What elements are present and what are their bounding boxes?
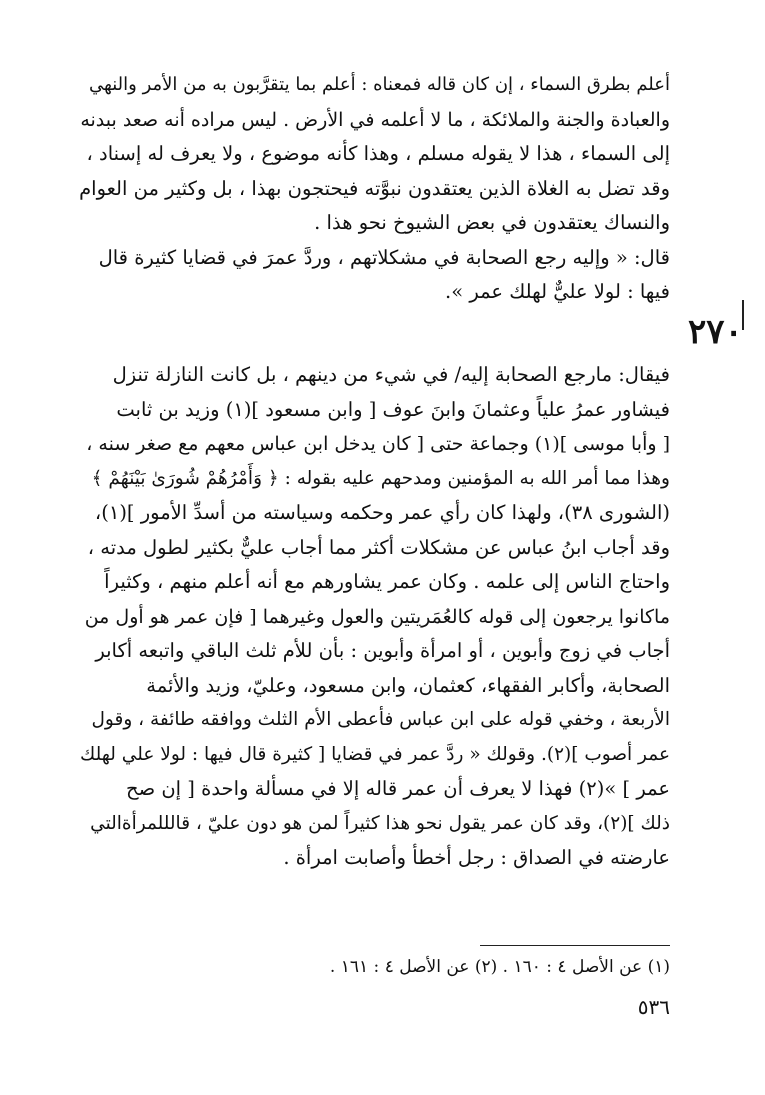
footnotes: (١) عن الأصل ٤ : ١٦٠ . (٢) عن الأصل ٤ : ١٦١ .: [329, 957, 670, 977]
text-line: (الشورى ٣٨)، ولهذا كان رأي عمر وحكمه وسياسته من أسدِّ الأمور ](١)،: [94, 501, 670, 524]
margin-page-reference: ٢٧٠: [688, 312, 743, 352]
text-line: إلى السماء ، هذا لا يقوله مسلم ، وهذا كأنه موضوع ، ولا يعرف له إسناد ،: [86, 142, 670, 165]
text-line: وقد تضل به الغلاة الذين يعتقدون نبوَّته فيحتجون بهذا ، بل وكثير من العوام: [79, 176, 670, 200]
text-line: ماكانوا يرجعون إلى قوله كالعُمَريتين والعول وغيرهما [ فإن عمر هو أول من: [84, 605, 670, 628]
text-line: ذلك ](٢)، وقد كان عمر يقول نحو هذا كثيراً لمن هو دون عليّ ، قالللمرأةالتي: [90, 812, 670, 834]
text-line: قال: « وإليه رجع الصحابة في مشكلاتهم ، وردَّ عمرَ في قضايا كثيرة قال: [98, 245, 670, 269]
page-number: ٥٣٦: [637, 995, 670, 1019]
text-line: [ وأبا موسى ](١) وجماعة حتى [ كان يدخل ابن عباس معهم مع صغر سنه ،: [86, 433, 670, 455]
response-paragraph: [78, 358, 670, 876]
text-line: أجاب في زوج وأبوين ، أو امرأة وأبوين : بأن للأم ثلث الباقي واتبعه أكابر: [95, 639, 670, 662]
text-line: والنساك يعتقدون في بعض الشيوخ نحو هذا .: [314, 211, 670, 234]
text-line: فيها : لولا عليٌّ لهلك عمر ».: [445, 280, 670, 303]
text-line: وقد أجاب ابنُ عباس عن مشكلات أكثر مما أجاب عليٌّ بكثير لطول مدته ،: [87, 535, 670, 559]
text-line: والعبادة والجنة والملائكة ، ما لا أعلمه في الأرض . ليس مراده أنه صعد ببدنه: [80, 108, 670, 131]
text-line: عمر ] »(٢) فهذا لا يعرف أن عمر قاله إلا في مسألة واحدة [ إن صح: [126, 777, 670, 800]
text-line: فيقال: مارجع الصحابة إليه/ في شيء من دينهم ، بل كانت النازلة تنزل: [112, 363, 670, 386]
commentary-paragraph: [78, 68, 670, 310]
footnote-separator: [480, 945, 670, 946]
text-line: الصحابة، وأكابر الفقهاء، كعثمان، وابن مسعود، وعليّ، وزيد والأئمة: [146, 673, 670, 697]
text-line: أعلم بطرق السماء ، إن كان قاله فمعناه : أعلم بما يتقرَّبون به من الأمر والنهي: [88, 74, 670, 95]
text-line: واحتاج الناس إلى علمه . وكان عمر يشاورهم مع أنه أعلم منهم ، وكثيراً: [104, 570, 670, 593]
text-line: عارضته في الصداق : رجل أخطأ وأصابت امرأة .: [283, 846, 670, 869]
text-line: وهذا مما أمر الله به المؤمنين ومدحهم عليه بقوله : ﴿ وَأَمْرُهُمْ شُورَىٰ بَيْنَهُمْ ﴾: [91, 467, 670, 489]
text-line: عمر أصوب ](٢). وقولك « ردَّ عمر في قضايا [ كثيرة قال فيها : لولا علي لهلك: [80, 743, 670, 765]
text-line: الأربعة ، وخفي قوله على ابن عباس فأعطى الأم الثلث ووافقه طائفة ، وقول: [91, 709, 670, 730]
text-line: فيشاور عمرُ علياً وعثمانَ وابنَ عوف [ وابن مسعود ](١) وزيد بن ثابت: [116, 397, 670, 421]
